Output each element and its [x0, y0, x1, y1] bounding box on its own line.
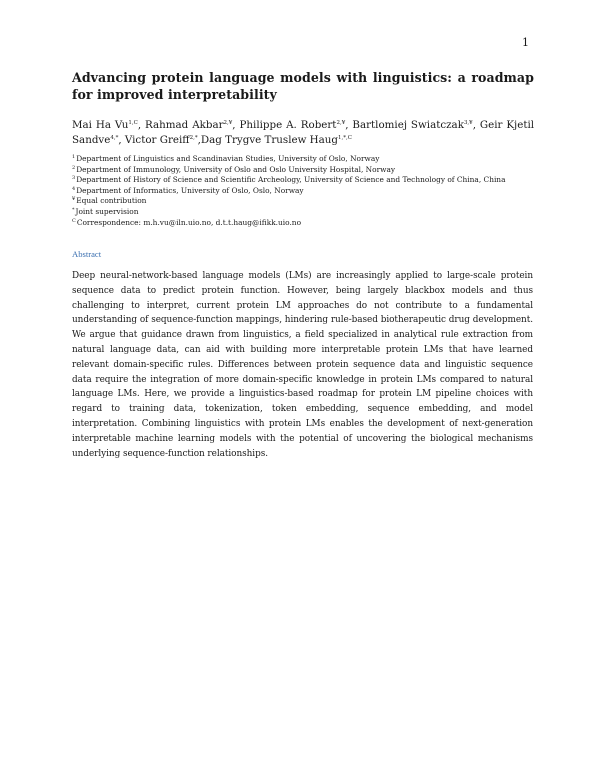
affiliation: *Joint supervision: [72, 206, 139, 216]
author: Geir Kjetil Sandve$^{4,*}$,: [72, 119, 535, 146]
author: Rahmad Akbar$^{2,¥}$,: [145, 119, 240, 131]
affiliation: ¥Equal contribution: [72, 196, 147, 206]
author: Bartlomiej Swiatczak$^{3,¥}$,: [352, 119, 480, 131]
affiliation: $^1$Department of Linguistics and Scandinavian Studies, University of Oslo, Norway: [72, 154, 380, 163]
author-list: [72, 118, 534, 148]
affiliation-list: [72, 154, 542, 228]
abstract-body: Deep neural-network-based language models (LMs) are increasingly applied to large-scale protein sequence data to predict protein function. However, being largely blackbox models and thus challenging to interpret, current protein LM approaches do not contribute to a fundamental understanding of sequence-function mappings, hindering rule-based biotherapeutic drug development. We argue that guidance drawn from linguistics, a field specialized in analytical rule extraction from natural language data, can aid with building more interpretable protein LMs that have learned relevant domain-specific rules. Differences between protein sequence data and linguistic sequence data require the integration of more domain-specific knowledge in protein LMs compared to natural language LMs. Here, we provide a linguistics-based roadmap for protein LM pipeline choices with regard to training data, tokenization, token embedding, sequence embedding, and model interpretation. Combining linguistics with protein LMs enables the development of next-generation interpretable machine learning models with the potential of uncovering the biological mechanisms underlying sequence-function relationships.: [72, 271, 533, 459]
author: Dag Trygve Truslew Haug$^{1,*,C}$: [200, 134, 352, 146]
affiliation: $^2$Department of Immunology, University of Oslo and Oslo University Hospital, Norway: [72, 164, 396, 174]
author: Mai Ha $Vu^{1,C}$,: [72, 119, 146, 131]
author: Philippe A. Robert$^{2,¥}$,: [239, 119, 353, 131]
affiliation: $^4$Department of Informatics, University of Oslo, Oslo, Norway: [72, 185, 304, 195]
author: Victor Greiff$^{2,*}$,: [124, 134, 201, 146]
paper-title: Advancing protein language models with linguistics: a roadmap for improved interpretability: [72, 70, 534, 102]
affiliation: $^3$Department of History of Science and Scientific Archeology, University of Science and Technology of China, China: [72, 175, 506, 185]
page-number: 1: [522, 36, 529, 49]
affiliation: $^C$Correspondence: m.h.vu@iln.uio.no, d.t.t.haug@ifikk.uio.no: [72, 217, 302, 227]
abstract-heading: Abstract: [72, 249, 102, 259]
